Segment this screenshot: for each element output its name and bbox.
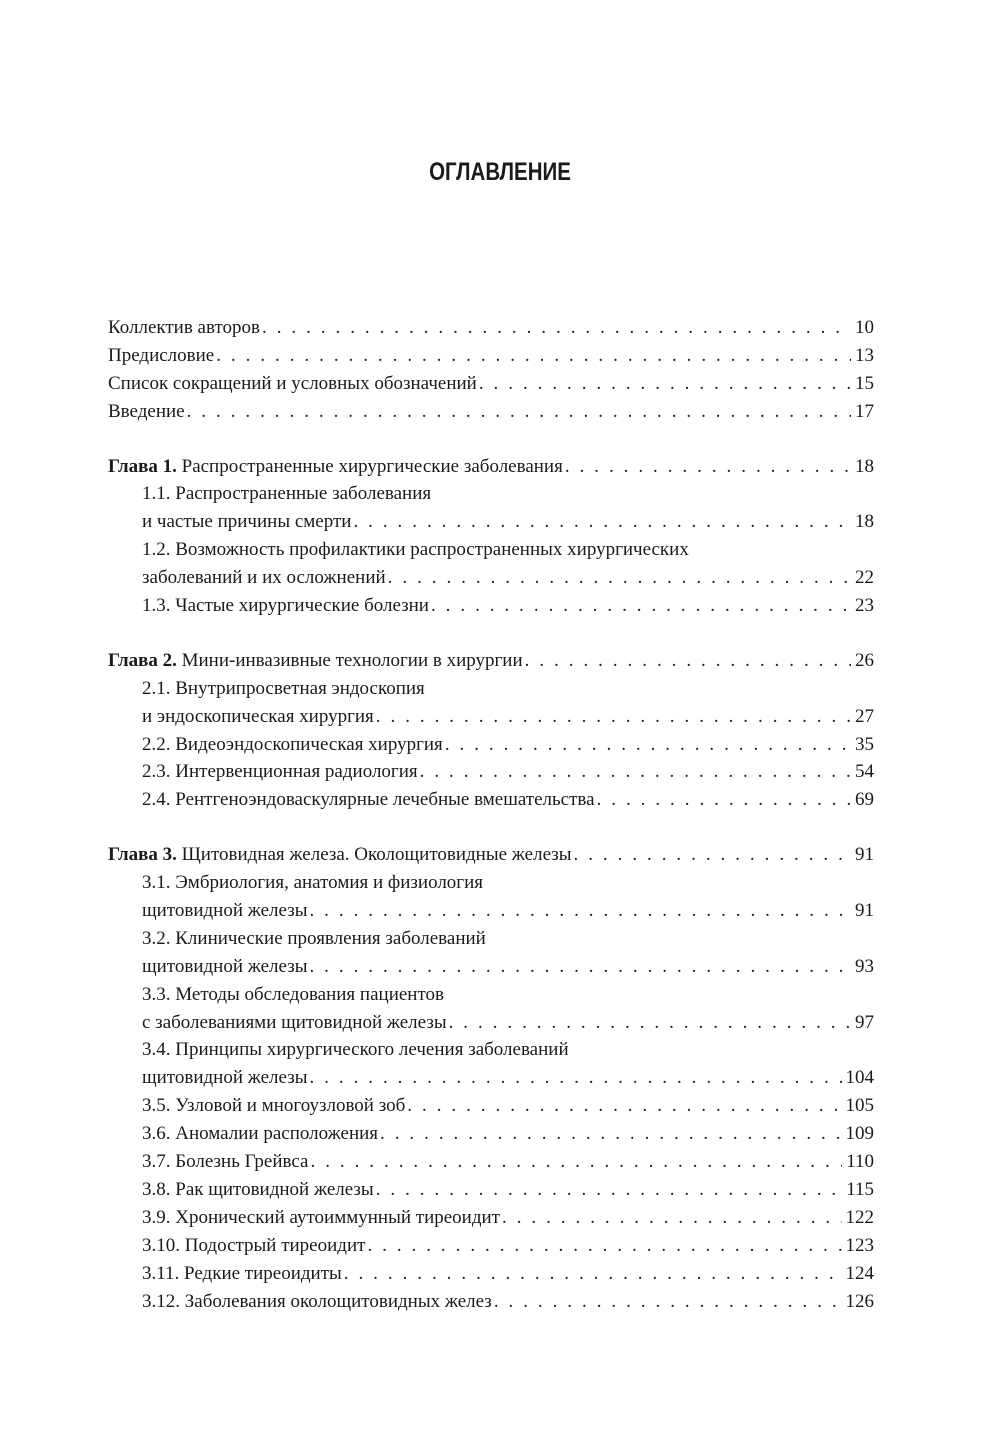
toc-line xyxy=(108,1288,874,1316)
dot-leader xyxy=(502,1204,842,1232)
page-number: 13 xyxy=(855,344,874,366)
toc-line xyxy=(108,981,874,1009)
dot-leader xyxy=(420,758,851,786)
toc-entry xyxy=(108,786,874,814)
entry-title: 3.10. Подострый тиреоидит xyxy=(142,1234,366,1256)
toc-entry xyxy=(108,1120,874,1148)
toc-line xyxy=(108,1232,874,1260)
entry-title: 3.7. Болезнь Грейвса xyxy=(142,1151,309,1173)
page-number: 91 xyxy=(855,844,874,866)
page-number: 23 xyxy=(855,595,874,617)
toc-entry xyxy=(108,536,874,592)
dot-leader xyxy=(597,786,851,814)
entry-title: Глава 1. Распространенные хирургические заболевания xyxy=(108,455,563,477)
toc-line xyxy=(108,1176,874,1204)
toc-entry xyxy=(108,1232,874,1260)
toc-entry xyxy=(108,314,874,342)
toc-entry xyxy=(108,841,874,869)
page-number: 97 xyxy=(855,1011,874,1033)
page-number: 124 xyxy=(845,1262,874,1284)
toc-line xyxy=(108,1092,874,1120)
dot-leader xyxy=(187,398,851,426)
toc-entry xyxy=(108,480,874,536)
entry-title: 1.2. Возможность профилактики распространенных хирургических xyxy=(142,539,689,561)
entry-title: и эндоскопическая хирургия xyxy=(142,705,374,727)
entry-title: 1.1. Распространенные заболевания xyxy=(142,483,432,505)
entry-title: Список сокращений и условных обозначений xyxy=(108,372,477,394)
dot-leader xyxy=(309,897,851,925)
dot-leader xyxy=(309,953,851,981)
entry-title: 3.5. Узловой и многоузловой зоб xyxy=(142,1095,406,1117)
toc-line xyxy=(108,1204,874,1232)
toc-line xyxy=(108,592,874,620)
entry-title: 2.1. Внутрипросветная эндоскопия xyxy=(142,677,425,699)
entry-title: Коллектив авторов xyxy=(108,317,260,338)
dot-leader xyxy=(380,1120,841,1148)
dot-leader xyxy=(431,592,851,620)
entry-title: 3.4. Принципы хирургического лечения заболеваний xyxy=(142,1039,569,1061)
toc-entry xyxy=(108,675,874,731)
toc-line xyxy=(108,453,874,481)
toc-entry xyxy=(108,981,874,1037)
toc-line xyxy=(108,370,874,398)
page-number: 104 xyxy=(845,1067,874,1089)
page-number: 69 xyxy=(855,789,874,811)
page-number: 110 xyxy=(846,1151,874,1173)
page-number: 27 xyxy=(855,705,874,727)
page-number: 93 xyxy=(855,955,874,977)
page-number: 26 xyxy=(855,649,874,671)
entry-title: 3.9. Хронический аутоиммунный тиреоидит xyxy=(142,1206,500,1228)
toc-line xyxy=(108,1036,874,1064)
entry-title: Глава 3. Щитовидная железа. Околощитовидные железы xyxy=(108,844,572,866)
toc-section xyxy=(108,453,874,620)
toc-entry xyxy=(108,925,874,981)
entry-title: 2.4. Рентгеноэндоваскулярные лечебные вмешательства xyxy=(142,789,595,811)
page-number: 91 xyxy=(855,900,874,922)
dot-leader xyxy=(525,647,851,675)
toc-line xyxy=(108,731,874,759)
page-number: 122 xyxy=(845,1206,874,1228)
toc-entry xyxy=(108,1092,874,1120)
entry-title: 1.3. Частые хирургические болезни xyxy=(142,595,429,617)
toc-line xyxy=(108,398,874,426)
entry-title: с заболеваниями щитовидной железы xyxy=(142,1011,447,1033)
toc-line xyxy=(108,841,874,869)
table-of-contents xyxy=(108,314,874,1342)
page-number: 15 xyxy=(855,372,874,394)
dot-leader xyxy=(262,314,851,342)
entry-title: и частые причины смерти xyxy=(142,511,352,533)
entry-title: 3.1. Эмбриология, анатомия и физиология xyxy=(142,872,483,894)
toc-entry xyxy=(108,1148,874,1176)
toc-line xyxy=(108,647,874,675)
page-number: 123 xyxy=(845,1234,874,1256)
page-number: 35 xyxy=(855,733,874,755)
entry-title: 3.2. Клинические проявления заболеваний xyxy=(142,927,486,949)
toc-line xyxy=(108,897,874,925)
entry-title: 3.12. Заболевания околощитовидных желез xyxy=(142,1290,492,1312)
page-number: 18 xyxy=(855,455,874,477)
page-number: 109 xyxy=(845,1123,874,1145)
page-number: 115 xyxy=(846,1178,874,1200)
toc-line xyxy=(108,536,874,564)
toc-entry xyxy=(108,370,874,398)
toc-entry xyxy=(108,647,874,675)
toc-line xyxy=(108,564,874,592)
toc-entry xyxy=(108,1204,874,1232)
toc-line xyxy=(108,758,874,786)
page-number: 18 xyxy=(855,511,874,533)
entry-title: Глава 2. Мини-инвазивные технологии в хирургии xyxy=(108,649,523,671)
toc-line xyxy=(108,953,874,981)
page-title: ОГЛАВЛЕНИЕ xyxy=(429,158,571,186)
entry-title: 3.11. Редкие тиреоидиты xyxy=(142,1262,342,1284)
entry-title: 3.6. Аномалии расположения xyxy=(142,1123,379,1145)
chapter-label: Глава 1. xyxy=(108,455,177,477)
page-number: 10 xyxy=(855,317,874,338)
toc-line xyxy=(108,675,874,703)
dot-leader xyxy=(367,1232,841,1260)
entry-title: 2.3. Интервенционная радиология xyxy=(142,761,418,783)
dot-leader xyxy=(565,453,851,481)
page-number: 22 xyxy=(855,567,874,589)
entry-title: Предисловие xyxy=(108,344,215,366)
toc-entry xyxy=(108,731,874,759)
entry-title: щитовидной железы xyxy=(142,955,308,977)
toc-section xyxy=(108,647,874,814)
dot-leader xyxy=(216,342,851,370)
toc-line xyxy=(108,1009,874,1037)
toc-line xyxy=(108,342,874,370)
toc-line xyxy=(108,508,874,536)
dot-leader xyxy=(376,1176,843,1204)
toc-entry xyxy=(108,1176,874,1204)
toc-entry xyxy=(108,1260,874,1288)
toc-entry xyxy=(108,592,874,620)
dot-leader xyxy=(311,1148,843,1176)
toc-entry xyxy=(108,758,874,786)
toc-line xyxy=(108,1064,874,1092)
entry-title: 3.8. Рак щитовидной железы xyxy=(142,1178,374,1200)
entry-title: 3.3. Методы обследования пациентов xyxy=(142,983,444,1005)
dot-leader xyxy=(445,731,851,759)
dot-leader xyxy=(309,1064,841,1092)
toc-section xyxy=(108,314,874,426)
dot-leader xyxy=(407,1092,841,1120)
entry-title: Введение xyxy=(108,400,185,422)
toc-line xyxy=(108,925,874,953)
toc-line xyxy=(108,1120,874,1148)
dot-leader xyxy=(344,1260,842,1288)
toc-line xyxy=(108,1148,874,1176)
toc-line xyxy=(108,869,874,897)
dot-leader xyxy=(449,1009,851,1037)
toc-entry xyxy=(108,453,874,481)
dot-leader xyxy=(376,703,851,731)
toc-entry xyxy=(108,342,874,370)
chapter-label: Глава 3. xyxy=(108,844,177,866)
entry-title: заболеваний и их осложнений xyxy=(142,567,386,589)
toc-line xyxy=(108,786,874,814)
page-number: 17 xyxy=(855,400,874,422)
dot-leader xyxy=(388,564,851,592)
toc-line xyxy=(108,314,874,342)
dot-leader xyxy=(494,1288,842,1316)
toc-line xyxy=(108,1260,874,1288)
toc-entry xyxy=(108,1036,874,1092)
toc-entry xyxy=(108,398,874,426)
dot-leader xyxy=(479,370,851,398)
page-number: 105 xyxy=(845,1095,874,1117)
entry-title: 2.2. Видеоэндоскопическая хирургия xyxy=(142,733,443,755)
toc-entry xyxy=(108,1288,874,1316)
dot-leader xyxy=(353,508,851,536)
toc-line xyxy=(108,703,874,731)
page-number: 54 xyxy=(855,761,874,783)
dot-leader xyxy=(574,841,851,869)
entry-title: щитовидной железы xyxy=(142,1067,308,1089)
entry-title: щитовидной железы xyxy=(142,900,308,922)
page-number: 126 xyxy=(845,1290,874,1312)
toc-line xyxy=(108,480,874,508)
chapter-label: Глава 2. xyxy=(108,649,177,671)
toc-section xyxy=(108,841,874,1315)
toc-entry xyxy=(108,869,874,925)
